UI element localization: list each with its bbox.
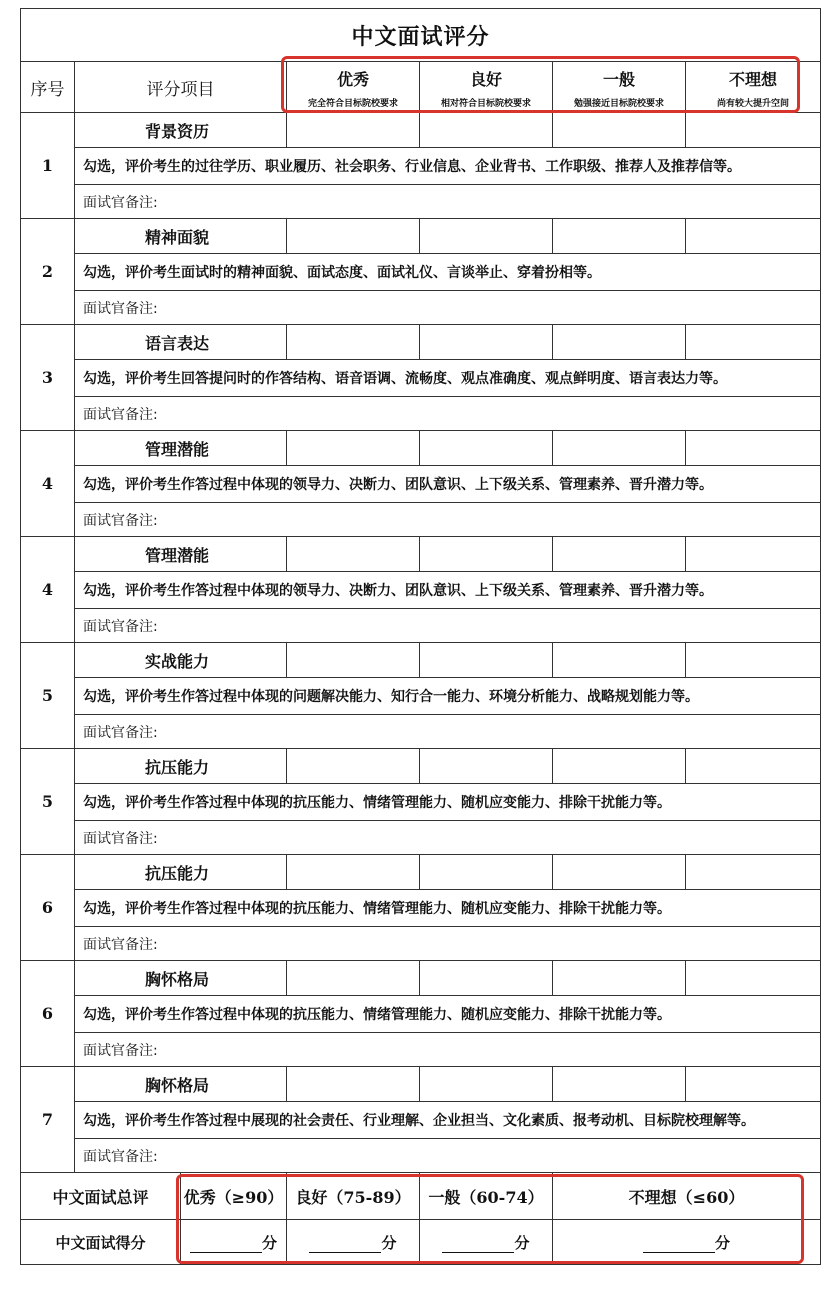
section-note-row xyxy=(21,503,821,537)
section-name: 抗压能力 xyxy=(75,855,287,890)
check-poor[interactable] xyxy=(686,1067,821,1102)
section-description: 勾选，评价考生作答过程中体现的抗压能力、情绪管理能力、随机应变能力、排除干扰能力等。 xyxy=(75,784,821,821)
check-excellent[interactable] xyxy=(287,749,420,784)
check-good[interactable] xyxy=(420,113,553,148)
section-description: 勾选，评价考生的过往学历、职业履历、社会职务、行业信息、企业背书、工作职级、推荐人及推荐信等。 xyxy=(75,148,821,185)
section-description: 勾选，评价考生作答过程中展现的社会责任、行业理解、企业担当、文化素质、报考动机、目标院校理解等。 xyxy=(75,1102,821,1139)
summary-poor[interactable]: 不理想（≤60） xyxy=(553,1173,821,1220)
grade-header-excellent xyxy=(287,62,420,113)
section-name-row xyxy=(21,749,821,784)
score-unit: 分 xyxy=(514,1233,530,1252)
grade-label: 良好 xyxy=(469,70,502,89)
summary-row xyxy=(21,1173,821,1220)
section-name: 语言表达 xyxy=(75,325,287,360)
check-average[interactable] xyxy=(553,325,686,360)
section-note-row xyxy=(21,927,821,961)
section-name-row xyxy=(21,325,821,360)
check-poor[interactable] xyxy=(686,537,821,572)
interviewer-note-field[interactable]: 面试官备注: xyxy=(75,609,821,643)
grade-desc: 尚有较大提升空间 xyxy=(716,99,789,109)
section-number: 7 xyxy=(21,1067,75,1173)
score-input-cell[interactable] xyxy=(420,1220,553,1265)
check-poor[interactable] xyxy=(686,325,821,360)
score-input-cell[interactable] xyxy=(553,1220,821,1265)
check-good[interactable] xyxy=(420,325,553,360)
section-desc-row xyxy=(21,360,821,397)
check-excellent[interactable] xyxy=(287,537,420,572)
section-name-row xyxy=(21,1067,821,1102)
section-name: 精神面貌 xyxy=(75,219,287,254)
summary-label: 中文面试总评 xyxy=(21,1173,181,1220)
check-average[interactable] xyxy=(553,219,686,254)
section-name-row xyxy=(21,643,821,678)
score-input-cell[interactable] xyxy=(181,1220,287,1265)
section-name: 管理潜能 xyxy=(75,537,287,572)
interview-score-form xyxy=(20,8,820,1265)
section-name-row xyxy=(21,537,821,572)
score-label: 中文面试得分 xyxy=(21,1220,181,1265)
section-number: 1 xyxy=(21,113,75,219)
grade-header-average xyxy=(553,62,686,113)
section-name-row xyxy=(21,219,821,254)
check-excellent[interactable] xyxy=(287,431,420,466)
interviewer-note-field[interactable]: 面试官备注: xyxy=(75,503,821,537)
score-blank[interactable] xyxy=(442,1236,514,1253)
section-number: 2 xyxy=(21,219,75,325)
section-description: 勾选，评价考生作答过程中体现的领导力、决断力、团队意识、上下级关系、管理素养、晋升潜力等。 xyxy=(75,572,821,609)
score-unit: 分 xyxy=(381,1233,397,1252)
section-note-row xyxy=(21,609,821,643)
section-number: 6 xyxy=(21,855,75,961)
check-average[interactable] xyxy=(553,961,686,996)
score-table xyxy=(20,8,821,1265)
section-description: 勾选，评价考生作答过程中体现的抗压能力、情绪管理能力、随机应变能力、排除干扰能力等。 xyxy=(75,890,821,927)
section-note-row xyxy=(21,821,821,855)
section-name: 胸怀格局 xyxy=(75,961,287,996)
section-name-row xyxy=(21,431,821,466)
section-name: 管理潜能 xyxy=(75,431,287,466)
check-average[interactable] xyxy=(553,855,686,890)
section-name-row xyxy=(21,961,821,996)
section-number: 5 xyxy=(21,749,75,855)
check-excellent[interactable] xyxy=(287,219,420,254)
interviewer-note-field[interactable]: 面试官备注: xyxy=(75,715,821,749)
item-header: 评分项目 xyxy=(75,62,287,113)
check-poor[interactable] xyxy=(686,219,821,254)
section-description: 勾选，评价考生作答过程中体现的问题解决能力、知行合一能力、环境分析能力、战略规划能力等。 xyxy=(75,678,821,715)
check-good[interactable] xyxy=(420,219,553,254)
section-desc-row xyxy=(21,996,821,1033)
check-good[interactable] xyxy=(420,1067,553,1102)
score-unit: 分 xyxy=(714,1233,730,1252)
section-desc-row xyxy=(21,678,821,715)
check-average[interactable] xyxy=(553,537,686,572)
check-excellent[interactable] xyxy=(287,113,420,148)
section-number: 6 xyxy=(21,961,75,1067)
check-excellent[interactable] xyxy=(287,855,420,890)
header-row xyxy=(21,62,821,113)
section-name: 胸怀格局 xyxy=(75,1067,287,1102)
check-good[interactable] xyxy=(420,643,553,678)
check-poor[interactable] xyxy=(686,961,821,996)
section-desc-row xyxy=(21,784,821,821)
section-number: 5 xyxy=(21,643,75,749)
interviewer-note-field[interactable]: 面试官备注: xyxy=(75,397,821,431)
section-description: 勾选，评价考生回答提问时的作答结构、语音语调、流畅度、观点准确度、观点鲜明度、语言表达力等。 xyxy=(75,360,821,397)
check-excellent[interactable] xyxy=(287,325,420,360)
score-unit: 分 xyxy=(261,1233,277,1252)
section-name: 实战能力 xyxy=(75,643,287,678)
section-note-row xyxy=(21,291,821,325)
section-description: 勾选，评价考生面试时的精神面貌、面试态度、面试礼仪、言谈举止、穿着扮相等。 xyxy=(75,254,821,291)
grade-desc: 勉强接近目标院校要求 xyxy=(573,99,664,109)
check-poor[interactable] xyxy=(686,431,821,466)
check-average[interactable] xyxy=(553,431,686,466)
section-number: 4 xyxy=(21,431,75,537)
section-desc-row xyxy=(21,1102,821,1139)
check-excellent[interactable] xyxy=(287,961,420,996)
section-desc-row xyxy=(21,466,821,503)
section-note-row xyxy=(21,715,821,749)
section-desc-row xyxy=(21,148,821,185)
section-desc-row xyxy=(21,572,821,609)
grade-header-good xyxy=(420,62,553,113)
section-description: 勾选，评价考生作答过程中体现的领导力、决断力、团队意识、上下级关系、管理素养、晋升潜力等。 xyxy=(75,466,821,503)
section-name-row xyxy=(21,113,821,148)
interviewer-note-field[interactable]: 面试官备注: xyxy=(75,927,821,961)
check-good[interactable] xyxy=(420,961,553,996)
section-number: 3 xyxy=(21,325,75,431)
check-good[interactable] xyxy=(420,749,553,784)
interviewer-note-field[interactable]: 面试官备注: xyxy=(75,1139,821,1173)
score-row xyxy=(21,1220,821,1265)
form-title: 中文面试评分 xyxy=(21,9,821,62)
check-good[interactable] xyxy=(420,431,553,466)
summary-average[interactable]: 一般（60-74） xyxy=(420,1173,553,1220)
score-blank[interactable] xyxy=(643,1236,715,1253)
section-name-row xyxy=(21,855,821,890)
section-note-row xyxy=(21,397,821,431)
check-average[interactable] xyxy=(553,1067,686,1102)
score-input-cell[interactable] xyxy=(287,1220,420,1265)
check-poor[interactable] xyxy=(686,855,821,890)
check-average[interactable] xyxy=(553,643,686,678)
section-note-row xyxy=(21,185,821,219)
check-poor[interactable] xyxy=(686,643,821,678)
grade-label: 一般 xyxy=(602,70,635,89)
grade-label: 优秀 xyxy=(336,70,369,89)
interviewer-note-field[interactable]: 面试官备注: xyxy=(75,185,821,219)
summary-excellent[interactable]: 优秀（≥90） xyxy=(181,1173,287,1220)
section-note-row xyxy=(21,1033,821,1067)
section-description: 勾选，评价考生作答过程中体现的抗压能力、情绪管理能力、随机应变能力、排除干扰能力等。 xyxy=(75,996,821,1033)
check-excellent[interactable] xyxy=(287,643,420,678)
section-desc-row xyxy=(21,254,821,291)
check-poor[interactable] xyxy=(686,749,821,784)
check-good[interactable] xyxy=(420,855,553,890)
check-average[interactable] xyxy=(553,113,686,148)
grade-desc: 完全符合目标院校要求 xyxy=(307,99,398,109)
interviewer-note-field[interactable]: 面试官备注: xyxy=(75,291,821,325)
check-excellent[interactable] xyxy=(287,1067,420,1102)
section-note-row xyxy=(21,1139,821,1173)
grade-label: 不理想 xyxy=(728,70,777,89)
summary-good[interactable]: 良好（75-89） xyxy=(287,1173,420,1220)
seq-header: 序号 xyxy=(21,62,75,113)
grade-header-poor xyxy=(686,62,821,113)
check-good[interactable] xyxy=(420,537,553,572)
section-name: 抗压能力 xyxy=(75,749,287,784)
interviewer-note-field[interactable]: 面试官备注: xyxy=(75,821,821,855)
score-blank[interactable] xyxy=(190,1236,262,1253)
check-poor[interactable] xyxy=(686,113,821,148)
section-number: 4 xyxy=(21,537,75,643)
section-name: 背景资历 xyxy=(75,113,287,148)
interviewer-note-field[interactable]: 面试官备注: xyxy=(75,1033,821,1067)
section-desc-row xyxy=(21,890,821,927)
score-blank[interactable] xyxy=(309,1236,381,1253)
grade-desc: 相对符合目标院校要求 xyxy=(440,99,531,109)
check-average[interactable] xyxy=(553,749,686,784)
